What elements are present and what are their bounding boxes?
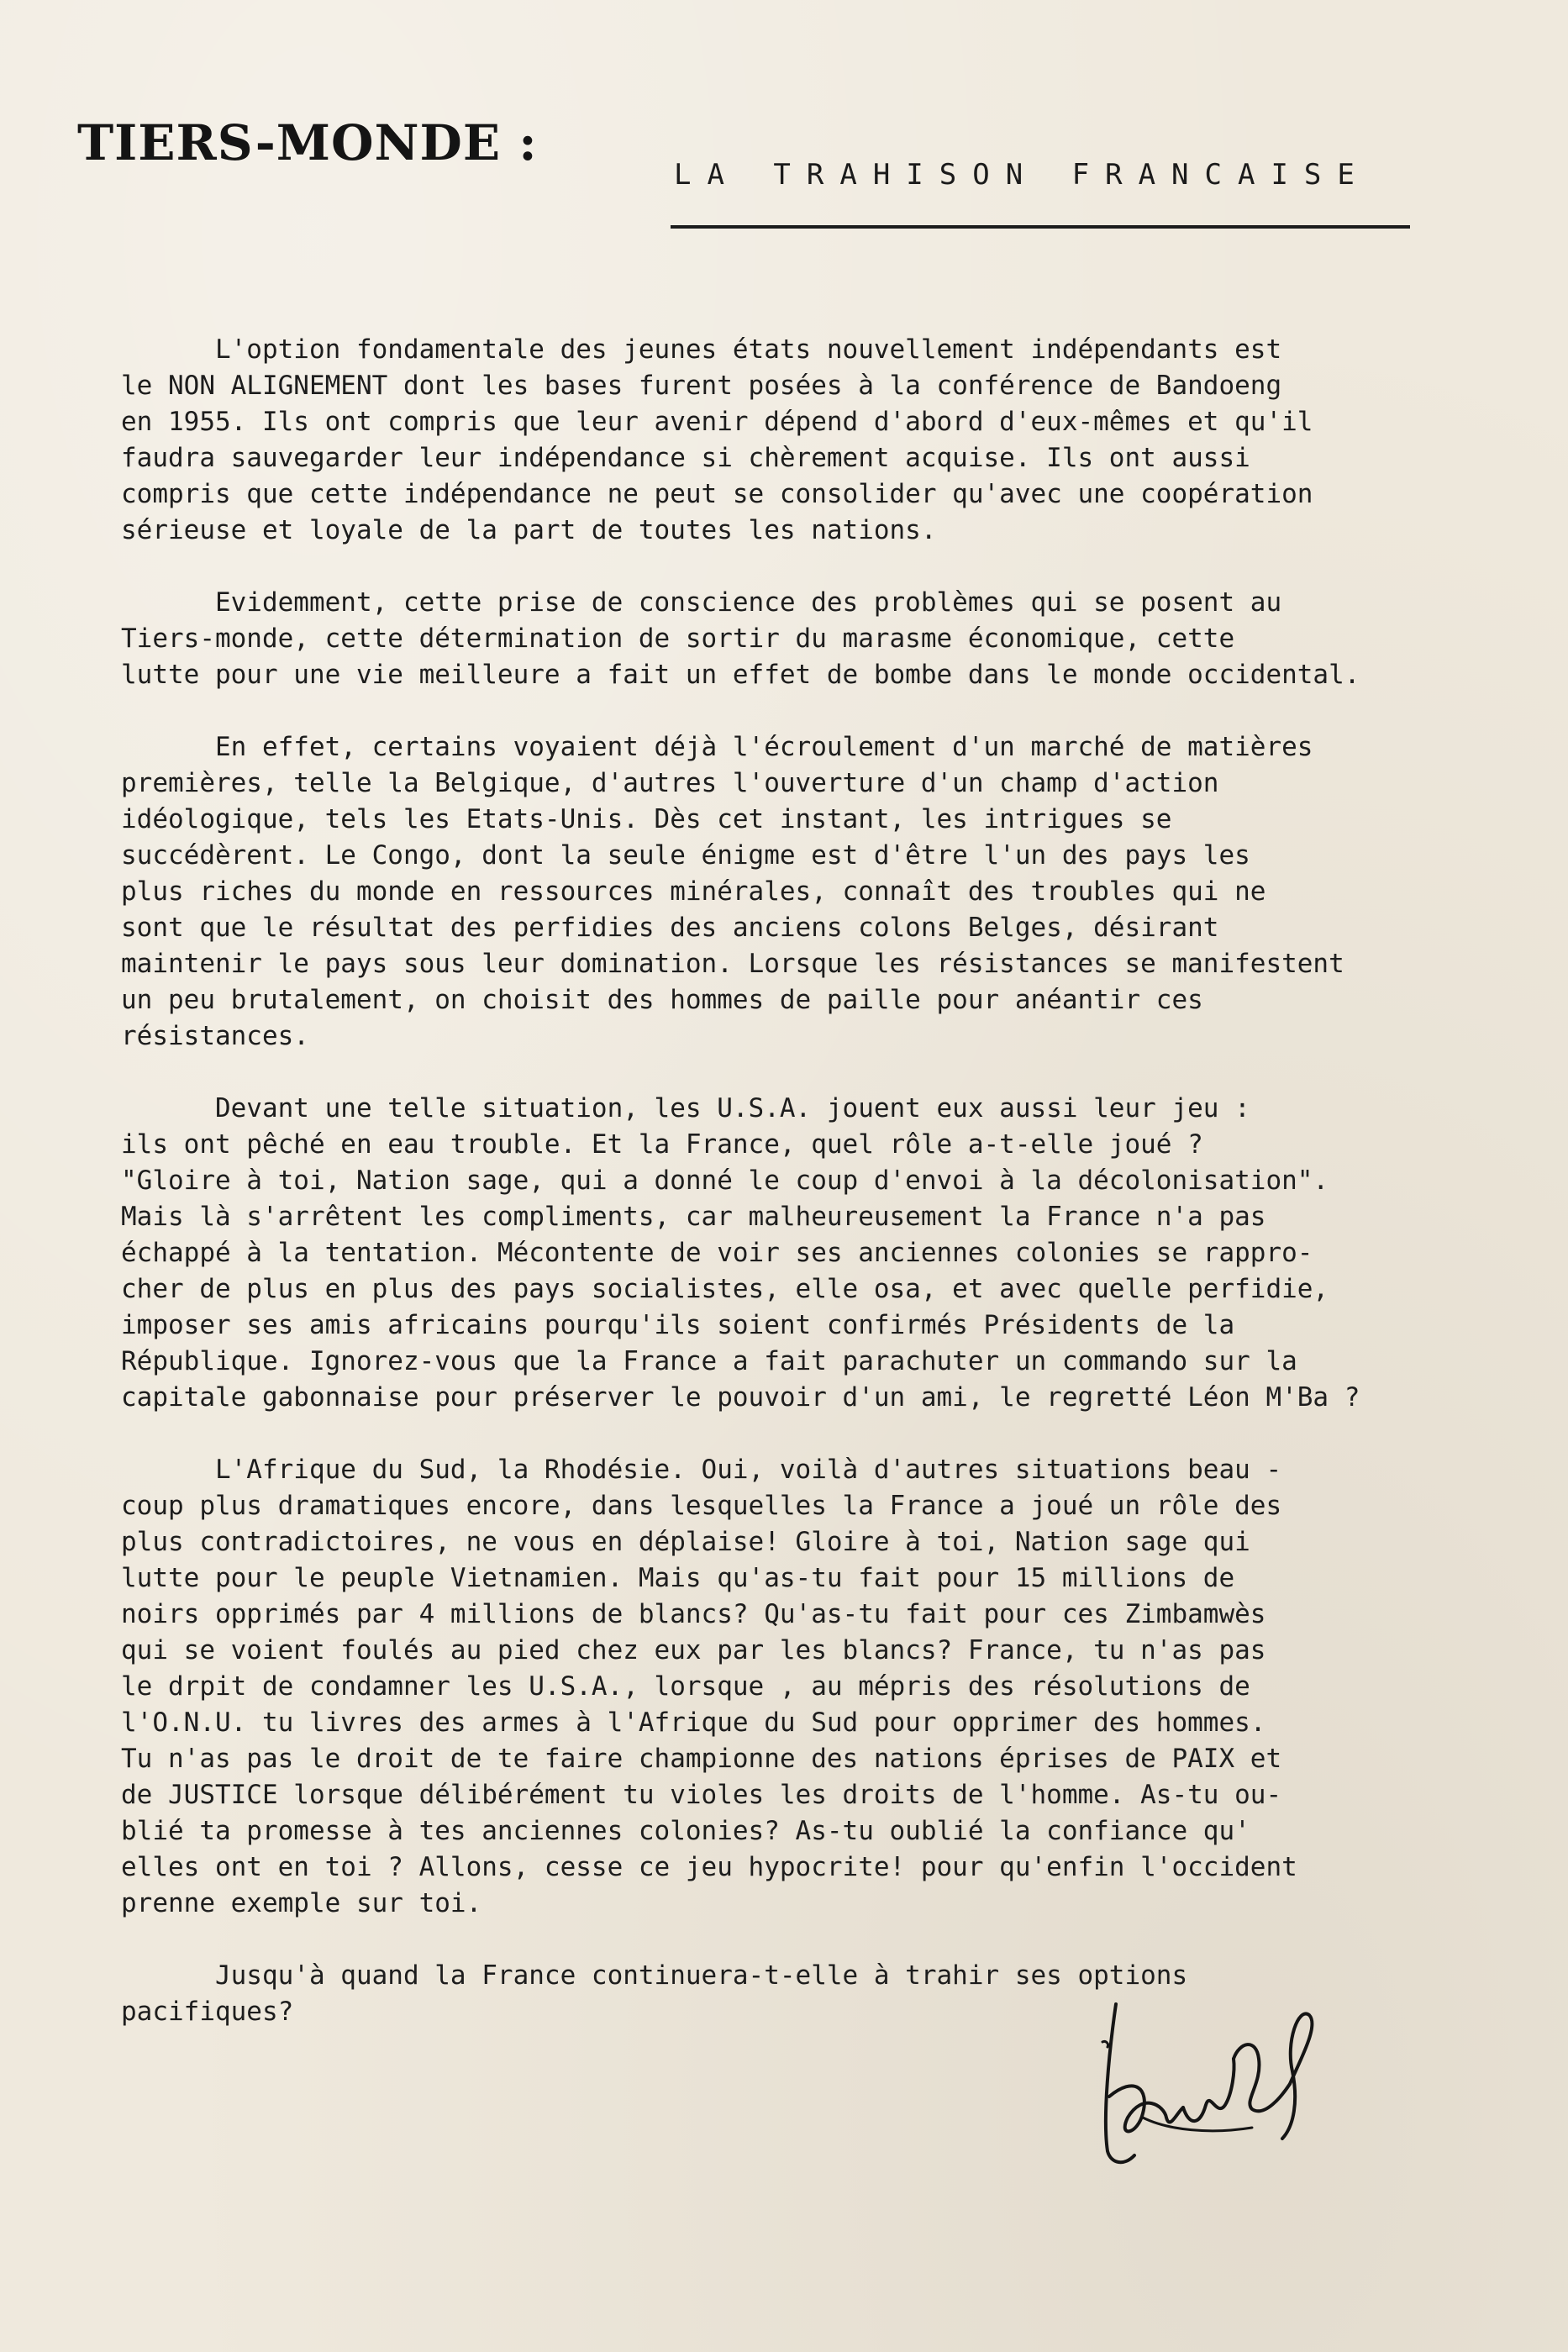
paragraph-2 — [121, 585, 1465, 693]
signature-drawing — [1084, 1992, 1336, 2176]
text-line: Evidemment, cette prise de conscience des problèmes qui se posent au — [121, 587, 1282, 618]
text-line: coup plus dramatiques encore, dans lesquelles la France a joué un rôle des — [121, 1491, 1282, 1521]
text-line: qui se voient foulés au pied chez eux par les blancs? France, tu n'as pas — [121, 1635, 1266, 1665]
text-line: le NON ALIGNEMENT dont les bases furent posées à la conférence de Bandoeng — [121, 371, 1282, 401]
page-subtitle: LA TRAHISON FRANCAISE — [674, 158, 1371, 192]
text-line: l'O.N.U. tu livres des armes à l'Afrique du Sud pour opprimer des hommes. — [121, 1707, 1266, 1738]
text-line: premières, telle la Belgique, d'autres l'ouverture d'un champ d'action — [121, 768, 1219, 798]
text-line: le drpit de condamner les U.S.A., lorsque , au mépris des résolutions de — [121, 1671, 1250, 1702]
text-line: République. Ignorez-vous que la France a fait parachuter un commando sur la — [121, 1346, 1297, 1376]
text-line: idéologique, tels les Etats-Unis. Dès cet instant, les intrigues se — [121, 804, 1172, 834]
text-line: faudra sauvegarder leur indépendance si chèrement acquise. Ils ont aussi — [121, 443, 1250, 473]
text-line: succédèrent. Le Congo, dont la seule énigme est d'être l'un des pays les — [121, 840, 1250, 871]
text-line: échappé à la tentation. Mécontente de voir ses anciennes colonies se rappro- — [121, 1238, 1313, 1268]
text-line: cher de plus en plus des pays socialistes, elle osa, et avec quelle perfidie, — [121, 1274, 1329, 1304]
text-line: ils ont pêché en eau trouble. Et la France, quel rôle a-t-elle joué ? — [121, 1129, 1203, 1160]
text-line: plus riches du monde en ressources minérales, connaît des troubles qui ne — [121, 876, 1266, 907]
text-line: elles ont en toi ? Allons, cesse ce jeu hypocrite! pour qu'enfin l'occident — [121, 1852, 1297, 1882]
text-line: Jusqu'à quand la France continuera-t-elle à trahir ses options — [121, 1960, 1188, 1991]
text-line: capitale gabonnaise pour préserver le pouvoir d'un ami, le regretté Léon M'Ba ? — [121, 1382, 1360, 1413]
text-line: lutte pour une vie meilleure a fait un effet de bombe dans le monde occidental. — [121, 660, 1360, 690]
text-line: plus contradictoires, ne vous en déplaise! Gloire à toi, Nation sage qui — [121, 1527, 1250, 1557]
text-line: compris que cette indépendance ne peut se consolider qu'avec une coopération — [121, 479, 1313, 509]
paragraph-4 — [121, 1091, 1465, 1416]
text-line: sérieuse et loyale de la part de toutes les nations. — [121, 515, 937, 545]
text-line: résistances. — [121, 1021, 309, 1051]
paragraph-5 — [121, 1452, 1465, 1922]
text-line: sont que le résultat des perfidies des anciens colons Belges, désirant — [121, 913, 1219, 943]
text-line: L'option fondamentale des jeunes états nouvellement indépendants est — [121, 334, 1282, 365]
paragraph-3 — [121, 729, 1465, 1055]
text-line: Mais là s'arrêtent les compliments, car malheureusement la France n'a pas — [121, 1202, 1266, 1232]
text-line: noirs opprimés par 4 millions de blancs? Qu'as-tu fait pour ces Zimbamwès — [121, 1599, 1266, 1629]
text-line: Tiers-monde, cette détermination de sortir du marasme économique, cette — [121, 624, 1235, 654]
article-header — [77, 108, 1506, 242]
paragraph-1 — [121, 332, 1465, 549]
text-line: lutte pour le peuple Vietnamien. Mais qu'as-tu fait pour 15 millions de — [121, 1563, 1235, 1593]
text-line: Tu n'as pas le droit de te faire championne des nations éprises de PAIX et — [121, 1744, 1282, 1774]
text-line: blié ta promesse à tes anciennes colonies? As-tu oublié la confiance qu' — [121, 1816, 1250, 1846]
text-line: un peu brutalement, on choisit des hommes de paille pour anéantir ces — [121, 985, 1203, 1015]
text-line: prenne exemple sur toi. — [121, 1888, 482, 1918]
text-line: Devant une telle situation, les U.S.A. jouent eux aussi leur jeu : — [121, 1093, 1250, 1123]
subtitle-underline — [671, 225, 1410, 229]
text-line: L'Afrique du Sud, la Rhodésie. Oui, voilà d'autres situations beau - — [121, 1455, 1282, 1485]
text-line: maintenir le pays sous leur domination. Lorsque les résistances se manifestent — [121, 949, 1344, 979]
text-line: imposer ses amis africains pourqu'ils soient confirmés Présidents de la — [121, 1310, 1235, 1340]
text-line: de JUSTICE lorsque délibérément tu violes les droits de l'homme. As-tu ou- — [121, 1780, 1282, 1810]
text-line: En effet, certains voyaient déjà l'écroulement d'un marché de matières — [121, 732, 1313, 762]
page-title: TIERS-MONDE : — [77, 114, 538, 171]
article-body — [121, 332, 1465, 2066]
text-line: pacifiques? — [121, 1997, 294, 2027]
text-line: "Gloire à toi, Nation sage, qui a donné le coup d'envoi à la décolonisation". — [121, 1165, 1329, 1196]
handwritten-signature-icon — [1084, 1992, 1336, 2176]
text-line: en 1955. Ils ont compris que leur avenir dépend d'abord d'eux-mêmes et qu'il — [121, 407, 1313, 437]
